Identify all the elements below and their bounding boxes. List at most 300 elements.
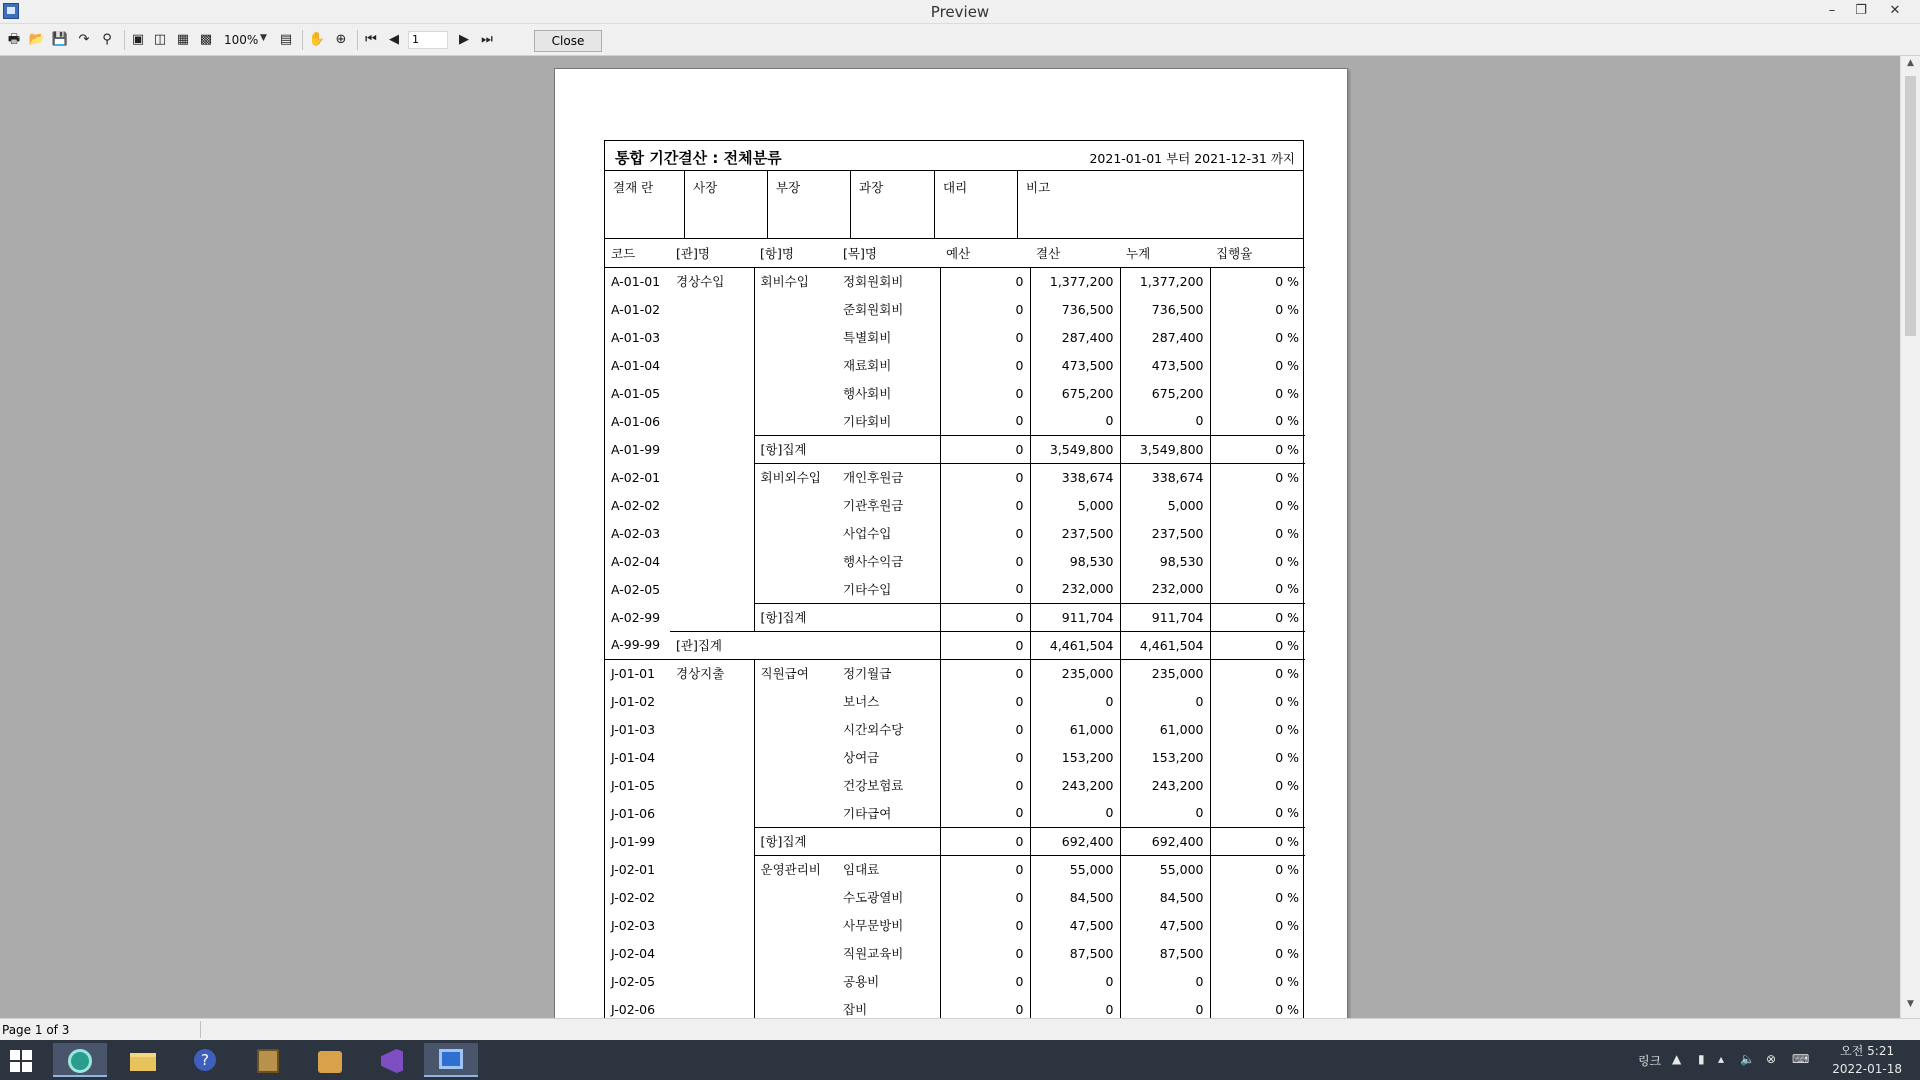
cell-gwan (670, 603, 754, 631)
window-title: Preview (930, 3, 990, 21)
cell-budget: 0 (940, 267, 1030, 295)
cell-code: J-02-02 (611, 889, 656, 905)
export-icon[interactable]: ↷ (78, 32, 90, 47)
cell-cum: 736,500 (1120, 295, 1210, 323)
column-header: [항]명 (754, 239, 837, 267)
table-row (605, 631, 1305, 659)
cell-settle: 287,400 (1030, 323, 1120, 351)
cell-mok: 정기월급 (837, 659, 940, 687)
column-header: 코드 (605, 239, 670, 267)
cell-settle: 675,200 (1030, 379, 1120, 407)
find-icon[interactable]: ⚲ (102, 32, 112, 47)
cell-gwan (670, 855, 754, 883)
cell-cum: 3,549,800 (1120, 435, 1210, 463)
tray-label[interactable]: 링크 (1638, 1054, 1662, 1068)
cell-rate: 0 % (1210, 323, 1305, 351)
cell-hang (754, 379, 837, 407)
report-table-body (605, 267, 1305, 1018)
preview-app-icon[interactable] (424, 1043, 478, 1077)
column-header: 결산 (1030, 239, 1120, 267)
cell-mok (837, 435, 940, 463)
cell-mok: 정회원회비 (843, 274, 904, 290)
cell-cum: 0 (1120, 687, 1210, 715)
approval-row (605, 171, 1303, 239)
cell-settle: 235,000 (1030, 659, 1120, 687)
page-number-input[interactable]: 1 (408, 31, 448, 49)
cell-code: A-01-99 (611, 441, 661, 457)
cell-gwan (670, 715, 754, 743)
cell-settle: 911,704 (1030, 603, 1120, 631)
table-row (605, 715, 1305, 743)
table-row (605, 351, 1305, 379)
cell-budget: 0 (940, 435, 1030, 463)
cell-gwan (670, 575, 754, 603)
cell-cum: 84,500 (1120, 883, 1210, 911)
cell-settle: 736,500 (1030, 295, 1120, 323)
cell-gwan (670, 799, 754, 827)
start-icon[interactable] (10, 1050, 32, 1072)
cell-hang (754, 967, 837, 995)
cell-settle: 47,500 (1030, 911, 1120, 939)
cell-budget: 0 (940, 463, 1030, 491)
cell-code: A-01-05 (611, 385, 661, 401)
cell-hang (754, 631, 837, 659)
cell-settle: 153,200 (1030, 743, 1120, 771)
cell-rate: 0 % (1210, 491, 1305, 519)
cell-cum: 692,400 (1120, 827, 1210, 855)
cell-hang (754, 799, 837, 827)
table-row (605, 659, 1305, 687)
cell-hang (754, 715, 837, 743)
cell-code: J-02-05 (611, 973, 656, 989)
table-row (605, 995, 1305, 1018)
page-status: Page 1 of 3 (2, 1023, 70, 1037)
cell-settle: 98,530 (1030, 547, 1120, 575)
table-row (605, 491, 1305, 519)
table-row (605, 799, 1305, 827)
cell-cum: 0 (1120, 407, 1210, 435)
close-window-button[interactable]: ✕ (1889, 3, 1901, 18)
installer-icon[interactable] (302, 1043, 356, 1077)
status-separator (200, 1021, 201, 1038)
cell-rate: 0 % (1210, 267, 1305, 295)
close-button[interactable]: Close (534, 30, 602, 52)
cell-code: J-02-01 (611, 861, 656, 877)
cell-gwan (670, 995, 754, 1018)
page-setup-icon[interactable]: ▤ (279, 32, 293, 47)
cell-settle: 237,500 (1030, 519, 1120, 547)
scrollbar-thumb[interactable] (1905, 76, 1916, 336)
cell-code: J-01-99 (611, 833, 656, 849)
cell-settle: 0 (1030, 967, 1120, 995)
taskbar (0, 1040, 1920, 1080)
approval-manager: 부장 (768, 171, 851, 238)
cell-gwan (670, 463, 754, 491)
cell-budget: 0 (940, 771, 1030, 799)
cell-rate: 0 % (1210, 407, 1305, 435)
cell-code: A-99-99 (611, 637, 661, 653)
table-row (605, 295, 1305, 323)
cell-cum: 87,500 (1120, 939, 1210, 967)
cell-rate: 0 % (1210, 687, 1305, 715)
multi-page-icon[interactable]: ▩ (199, 32, 213, 47)
cell-gwan (670, 771, 754, 799)
cell-hang (754, 491, 837, 519)
cell-gwan (670, 883, 754, 911)
cell-code: A-01-04 (611, 357, 661, 373)
cell-settle: 55,000 (1030, 855, 1120, 883)
cell-budget: 0 (940, 295, 1030, 323)
chevron-down-icon[interactable]: ▼ (260, 33, 267, 43)
approval-label: 결재 란 (605, 171, 685, 238)
cell-mok: 직원교육비 (843, 946, 904, 961)
cell-code: J-02-03 (611, 917, 656, 933)
browser-icon[interactable] (53, 1043, 107, 1077)
cell-cum: 232,000 (1120, 575, 1210, 603)
four-page-icon[interactable]: ▦ (176, 32, 190, 47)
cell-hang: [항]집계 (754, 603, 837, 631)
cell-budget: 0 (940, 799, 1030, 827)
title-bar (0, 0, 1920, 24)
cell-gwan: 경상수입 (676, 274, 725, 290)
cell-gwan (670, 827, 754, 855)
cell-budget: 0 (940, 827, 1030, 855)
cell-hang (754, 771, 837, 799)
cell-mok: 기타급여 (843, 805, 892, 821)
report-header (605, 141, 1303, 171)
cell-code: A-02-05 (611, 581, 661, 597)
cell-mok: 사업수입 (843, 526, 892, 541)
cell-cum: 287,400 (1120, 323, 1210, 351)
table-row (605, 743, 1305, 771)
cell-code: J-01-04 (611, 749, 656, 765)
cell-mok: 준회원회비 (843, 302, 904, 317)
cell-rate: 0 % (1210, 575, 1305, 603)
scroll-down-icon[interactable]: ▼ (1907, 999, 1914, 1009)
report-period: 2021-01-01 부터 2021-12-31 까지 (1089, 151, 1295, 166)
toolbar-separator (302, 30, 303, 50)
table-row (605, 547, 1305, 575)
cell-settle: 0 (1030, 407, 1120, 435)
cell-settle: 87,500 (1030, 939, 1120, 967)
cell-gwan (670, 911, 754, 939)
cell-budget: 0 (940, 323, 1030, 351)
table-row (605, 575, 1305, 603)
ime-icon[interactable]: ⊗ (1766, 1052, 1777, 1066)
cell-rate: 0 % (1210, 659, 1305, 687)
cell-rate: 0 % (1210, 995, 1305, 1018)
cell-gwan (670, 547, 754, 575)
cell-budget: 0 (940, 967, 1030, 995)
cell-hang (754, 883, 837, 911)
report (604, 140, 1304, 1018)
approval-ceo: 사장 (685, 171, 768, 238)
cell-code: A-02-02 (611, 497, 661, 513)
cell-mok: 특별회비 (843, 330, 892, 345)
cell-cum: 5,000 (1120, 491, 1210, 519)
save-icon[interactable]: 💾 (51, 32, 69, 47)
tray-expand-icon[interactable]: ▲ (1672, 1052, 1682, 1066)
cell-settle: 338,674 (1030, 463, 1120, 491)
cell-cum: 0 (1120, 967, 1210, 995)
cell-mok: 건강보험료 (843, 778, 904, 793)
table-row (605, 771, 1305, 799)
cell-rate: 0 % (1210, 435, 1305, 463)
help-icon[interactable]: ? (178, 1043, 232, 1077)
cell-cum: 55,000 (1120, 855, 1210, 883)
approval-section-chief: 과장 (851, 171, 935, 238)
cell-rate: 0 % (1210, 603, 1305, 631)
table-row (605, 827, 1305, 855)
cell-code: A-02-03 (611, 525, 661, 541)
table-row (605, 379, 1305, 407)
cell-rate: 0 % (1210, 771, 1305, 799)
table-header-row (605, 239, 1305, 267)
cell-mok (837, 603, 940, 631)
archive-icon[interactable] (240, 1043, 294, 1077)
cell-gwan (670, 379, 754, 407)
cell-budget: 0 (940, 659, 1030, 687)
cell-code: J-01-01 (605, 659, 670, 687)
toolbar-separator (124, 30, 125, 50)
cell-budget: 0 (940, 379, 1030, 407)
cell-settle: 0 (1030, 799, 1120, 827)
cell-budget: 0 (940, 519, 1030, 547)
table-row (605, 519, 1305, 547)
cell-rate: 0 % (1210, 827, 1305, 855)
cell-cum: 0 (1120, 799, 1210, 827)
cell-cum: 153,200 (1120, 743, 1210, 771)
next-page-icon[interactable]: ▶ (459, 32, 469, 47)
cell-cum: 237,500 (1120, 519, 1210, 547)
cell-hang (754, 407, 837, 435)
cell-mok: 기타수입 (843, 581, 892, 597)
cell-budget: 0 (940, 575, 1030, 603)
cell-rate: 0 % (1210, 379, 1305, 407)
table-row (605, 855, 1305, 883)
cell-hang: 회비수입 (754, 267, 837, 295)
cell-settle: 473,500 (1030, 351, 1120, 379)
two-page-icon[interactable]: ◫ (153, 32, 167, 47)
cell-hang (754, 687, 837, 715)
cell-gwan (670, 323, 754, 351)
cell-hang (754, 575, 837, 603)
cell-mok: 시간외수당 (843, 722, 904, 737)
cell-settle: 0 (1030, 995, 1120, 1018)
clock[interactable] (1832, 1042, 1902, 1078)
table-row (605, 939, 1305, 967)
cell-rate: 0 % (1210, 743, 1305, 771)
cell-mok: 잡비 (843, 1002, 868, 1017)
cell-settle: 232,000 (1030, 575, 1120, 603)
cell-hang (754, 995, 837, 1018)
table-row (605, 407, 1305, 435)
single-page-icon[interactable]: ▣ (131, 32, 145, 47)
cell-cum: 98,530 (1120, 547, 1210, 575)
cell-settle: 692,400 (1030, 827, 1120, 855)
cell-mok: 상여금 (843, 750, 880, 765)
cell-code: J-01-05 (611, 777, 656, 793)
cell-gwan: [관]집계 (670, 631, 754, 659)
cell-hang (754, 547, 837, 575)
cell-cum: 473,500 (1120, 351, 1210, 379)
toolbar (0, 24, 1920, 56)
hand-icon[interactable]: ✋ (308, 32, 326, 47)
vertical-scrollbar[interactable] (1900, 56, 1920, 1018)
table-row (605, 323, 1305, 351)
cell-hang: [항]집계 (754, 827, 837, 855)
cell-gwan (670, 687, 754, 715)
cell-cum: 4,461,504 (1120, 631, 1210, 659)
network-icon[interactable]: ▴ (1718, 1052, 1725, 1066)
cell-hang (754, 295, 837, 323)
cell-code: A-02-99 (611, 609, 661, 625)
cell-settle: 1,377,200 (1030, 267, 1120, 295)
cell-gwan (670, 407, 754, 435)
cell-code: A-01-06 (611, 413, 661, 429)
column-header: 집행율 (1210, 239, 1305, 267)
cell-mok: 기타회비 (843, 413, 892, 429)
cell-settle: 84,500 (1030, 883, 1120, 911)
cell-hang: 운영관리비 (754, 855, 837, 883)
cell-mok: 임대료 (837, 855, 940, 883)
cell-gwan (670, 351, 754, 379)
cell-code: J-01-02 (611, 693, 656, 709)
cell-budget: 0 (940, 631, 1030, 659)
cell-budget: 0 (940, 715, 1030, 743)
cell-rate: 0 % (1210, 519, 1305, 547)
table-row (605, 463, 1305, 491)
cell-hang (754, 323, 837, 351)
table-row (605, 883, 1305, 911)
cell-mok: 사무문방비 (843, 918, 904, 933)
cell-budget: 0 (940, 603, 1030, 631)
zoom-select[interactable]: 100% (224, 33, 259, 47)
cell-budget: 0 (940, 407, 1030, 435)
cell-cum: 675,200 (1120, 379, 1210, 407)
cell-hang: 회비외수입 (754, 463, 837, 491)
cell-budget: 0 (940, 855, 1030, 883)
cell-hang (754, 519, 837, 547)
cell-hang (754, 351, 837, 379)
preview-area[interactable] (0, 56, 1900, 1018)
cell-cum: 243,200 (1120, 771, 1210, 799)
cell-mok: 보너스 (843, 694, 880, 709)
cell-gwan (670, 435, 754, 463)
cell-gwan: 경상지출 (670, 659, 754, 687)
minimize-button[interactable]: – (1828, 3, 1836, 18)
visual-studio-icon[interactable] (364, 1043, 418, 1077)
cell-code: A-01-03 (611, 329, 661, 345)
open-icon[interactable]: 📂 (28, 32, 46, 47)
cell-cum: 1,377,200 (1120, 267, 1210, 295)
column-header: [목]명 (837, 239, 940, 267)
column-header: 예산 (940, 239, 1030, 267)
cell-rate: 0 % (1210, 883, 1305, 911)
cell-code: J-02-04 (611, 945, 656, 961)
column-header: [관]명 (670, 239, 754, 267)
cell-budget: 0 (940, 491, 1030, 519)
cell-code: J-02-06 (611, 1001, 656, 1017)
cell-mok: 공용비 (843, 974, 880, 989)
cell-settle: 3,549,800 (1030, 435, 1120, 463)
cell-rate: 0 % (1210, 967, 1305, 995)
table-row (605, 967, 1305, 995)
report-table (605, 239, 1305, 1018)
cell-code: J-01-03 (611, 721, 656, 737)
file-explorer-icon[interactable] (115, 1043, 169, 1077)
cell-settle: 61,000 (1030, 715, 1120, 743)
cell-rate: 0 % (1210, 715, 1305, 743)
prev-page-icon[interactable]: ◀ (389, 32, 399, 47)
restore-button[interactable]: ❐ (1855, 3, 1867, 18)
report-page (554, 68, 1348, 1018)
cell-settle: 5,000 (1030, 491, 1120, 519)
cell-gwan (670, 519, 754, 547)
keyboard-icon[interactable]: ⌨ (1792, 1052, 1810, 1066)
cell-hang (754, 939, 837, 967)
clock-time: 오전 5:21 (1840, 1044, 1895, 1058)
cell-budget: 0 (940, 547, 1030, 575)
clock-date: 2022-01-18 (1832, 1062, 1902, 1076)
cell-rate: 0 % (1210, 351, 1305, 379)
cell-mok: 개인후원금 (837, 463, 940, 491)
cell-gwan (670, 967, 754, 995)
toolbar-separator (357, 30, 358, 50)
cell-mok: 행사수익금 (843, 554, 904, 569)
table-row (605, 911, 1305, 939)
last-page-icon[interactable]: ⏭ (481, 32, 493, 47)
cell-budget: 0 (940, 687, 1030, 715)
table-row (605, 687, 1305, 715)
table-row (605, 603, 1305, 631)
zoom-icon[interactable]: ⊕ (335, 32, 347, 47)
cell-cum: 338,674 (1120, 463, 1210, 491)
cell-rate: 0 % (1210, 911, 1305, 939)
cell-code: J-01-06 (611, 805, 656, 821)
cell-rate: 0 % (1210, 631, 1305, 659)
cell-budget: 0 (940, 911, 1030, 939)
cell-hang (754, 911, 837, 939)
print-icon[interactable]: 🖶 (7, 32, 21, 47)
cell-hang: 직원급여 (754, 659, 837, 687)
table-row (605, 435, 1305, 463)
cell-mok: 수도광열비 (843, 890, 904, 905)
cell-mok: 기관후원금 (843, 498, 904, 513)
cell-hang (754, 743, 837, 771)
cell-mok (837, 631, 940, 659)
cell-settle: 4,461,504 (1030, 631, 1120, 659)
cell-mok: 행사회비 (843, 386, 892, 401)
cell-rate: 0 % (1210, 547, 1305, 575)
cell-cum: 47,500 (1120, 911, 1210, 939)
cell-budget: 0 (940, 743, 1030, 771)
cell-cum: 911,704 (1120, 603, 1210, 631)
cell-rate: 0 % (1210, 855, 1305, 883)
cell-budget: 0 (940, 995, 1030, 1018)
cell-cum: 235,000 (1120, 659, 1210, 687)
cell-gwan (670, 939, 754, 967)
cell-settle: 243,200 (1030, 771, 1120, 799)
cell-gwan (670, 491, 754, 519)
first-page-icon[interactable]: ⏮ (365, 32, 377, 47)
cell-mok: 재료회비 (843, 358, 892, 373)
cell-rate: 0 % (1210, 799, 1305, 827)
volume-icon[interactable]: 🔈 (1740, 1052, 1755, 1066)
scroll-up-icon[interactable]: ▲ (1907, 58, 1914, 68)
battery-icon[interactable]: ▮ (1698, 1052, 1705, 1066)
cell-rate: 0 % (1210, 939, 1305, 967)
